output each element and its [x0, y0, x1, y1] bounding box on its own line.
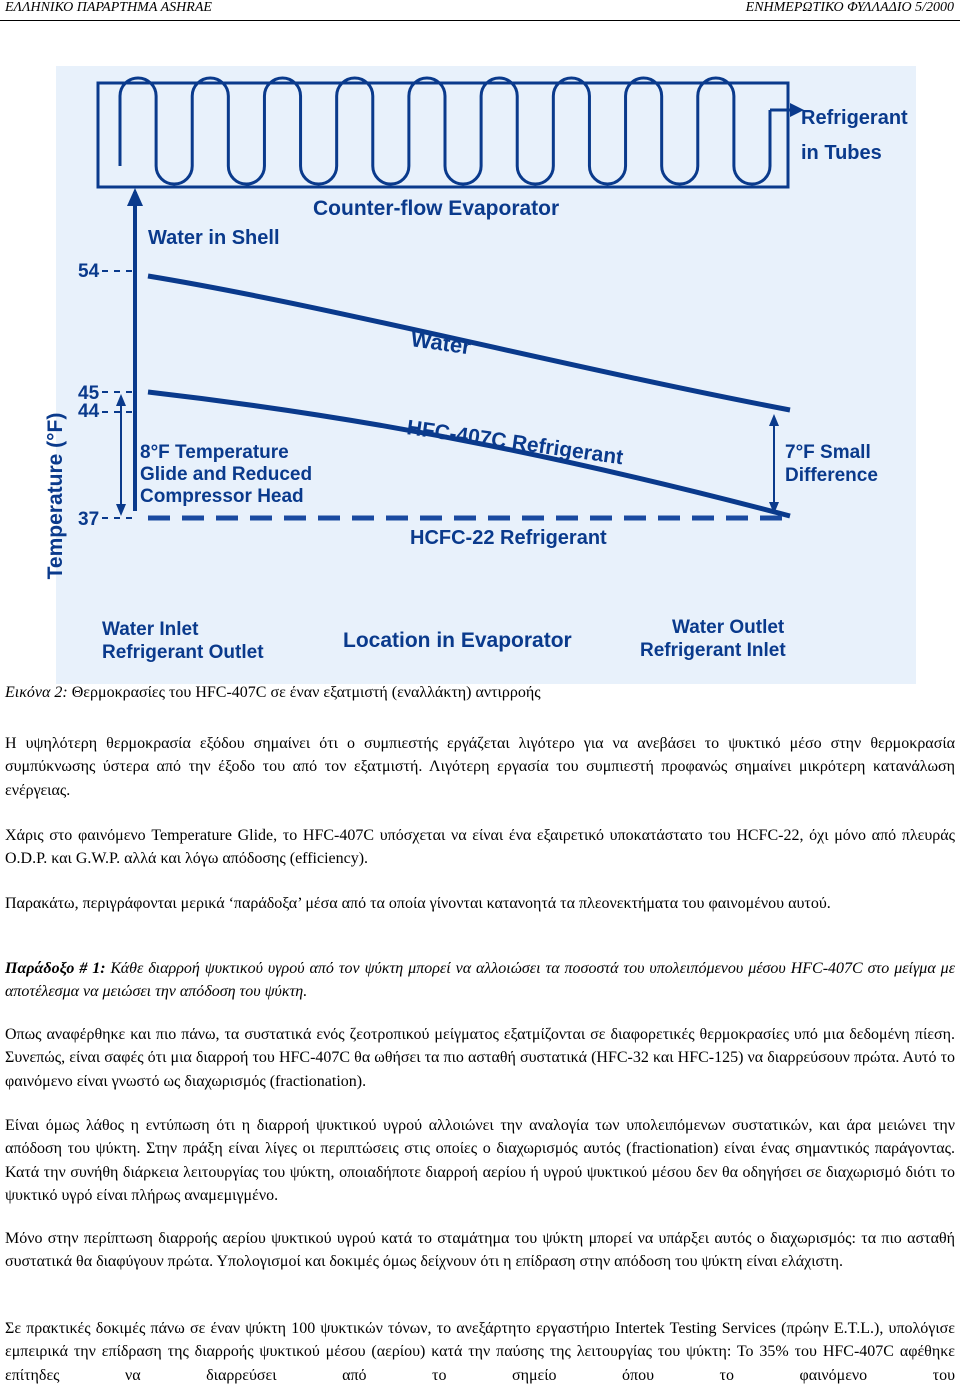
refrigerant-outlet-label: Refrigerant Outlet: [102, 642, 264, 663]
refrigerant-inlet-label: Refrigerant Inlet: [640, 640, 786, 661]
paragraph-5: Οπως αναφέρθηκε και πιο πάνω, τα συστατικά ενός ζεοτροπικού μείγματος εξατμίζονται σε διαφορετικές θερμοκρασίες υπό μια δεδομένη πίεση. Συνεπώς, είναι σαφές ότι μια διαρροή του HFC-407C θα ωθήσει τα πιο ασταθή συστατικά (HFC-32 και HFC-125) να διαρρεύσουν πρώτα. Αυτό το φαινόμενο είναι γνωστό ως διαχωρισμός (fractionation).: [5, 1026, 955, 1090]
paragraph-8: Σε πρακτικές δοκιμές πάνω σε έναν ψύκτη 100 ψυκτικών τόνων, το ανεξάρτητο εργαστήριο Intertek Testing Services (πρώην E.T.L.), υπολόγισε εμπειρικά την επίδραση της διαρροής ψυκτικού μέσου (αερίου) κατά την παύσης της λειτουργίας του ψύκτη: Το 35% του HFC-407C αφέθηκε επίτηδες να διαρρεύσει από το σημείο όπου το φαινόμενο του: [5, 1320, 955, 1384]
y-tick-54: 54: [78, 261, 100, 282]
glide-label-1: 8°F Temperature: [140, 442, 289, 463]
glide-label-2: Glide and Reduced: [140, 464, 313, 485]
caption-label: Εικόνα 2:: [5, 684, 68, 701]
svg-text:8°F Temperature Glide and: [140, 442, 317, 507]
paragraph-2: Χάρις στο φαινόμενο Temperature Glide, το HFC-407C υπόσχεται να είναι ένα εξαιρετικό υποκατάστατο του HCFC-22, όχι μόνο από πλευράς O.D.P. και G.W.P. αλλά και λόγω απόδοσης (efficiency).: [5, 827, 955, 868]
header-rule: [0, 20, 960, 21]
header-right: ΕΝΗΜΕΡΩΤΙΚΟ ΦΥΛΛΑΔΙΟ 5/2000: [745, 0, 954, 15]
caption-text: Θερμοκρασίες του HFC-407C σε έναν εξατμιστή (εναλλάκτη) αντιρροής: [67, 684, 541, 701]
figure-caption: [5, 684, 541, 702]
hcfc-22-label: HCFC-22 Refrigerant: [410, 527, 607, 549]
y-tick-44: 44: [78, 401, 100, 422]
refrigerant-label-1: Refrigerant: [801, 107, 908, 129]
paradox-1-label: Παράδοξο # 1:: [5, 960, 106, 977]
paragraph-1: Η υψηλότερη θερμοκρασία εξόδου σημαίνει ότι ο συμπιεστής εργάζεται λιγότερο για να ανεβάσει το ψυκτικό μέσο στην θερμοκρασία συμπύκνωσης ύστερα από την έξοδο του από τον εξατμιστή. Λιγότερη εργασία του συμπιεστή προφανώς σημαίνει μικρότερη κατανάλωση ενέργειας.: [5, 735, 955, 799]
small-difference-label-2: Difference: [785, 465, 878, 486]
evaporator-figure: [0, 66, 960, 684]
y-tick-37: 37: [78, 509, 100, 530]
header-left: ΕΛΛΗΝΙΚΟ ΠΑΡΑΡΤΗΜΑ ASHRAE: [5, 0, 212, 15]
paragraph-7: Μόνο στην περίπτωση διαρροής αερίου ψυκτικού υγρού κατά το σταμάτημα του ψύκτη μπορεί να υπάρξει αυτός ο διαχωρισμός: τα πιο ασταθή συστατικά θα διαφύγουν πρώτα. Υπολογισμοί και δοκιμές όμως δείχνουν ότι η επίδραση στην απόδοση του ψύκτη είναι ελάχιστη.: [5, 1230, 955, 1271]
page-header: [0, 0, 960, 18]
water-in-shell-label: Water in Shell: [148, 227, 280, 249]
y-tick-45: 45: [78, 383, 100, 404]
evaporator-title: Counter-flow Evaporator: [313, 197, 560, 220]
hfc-407c-label: HFC-407C Refrigerant: [405, 416, 625, 470]
refrigerant-label-2: in Tubes: [801, 142, 882, 164]
paragraph-6: Είναι όμως λάθος η εντύπωση ότι η διαρροή ψυκτικού υγρού αλλοιώνει την αναλογία των υπολειπόμενων συστατικών, και άρα μειώνει την απόδοση του ψύκτη. Στην πράξη είναι λίγες οι περιπτώσεις στις οποίες ο διαχωρισμός αυτός (fractionation) είναι ένας σημαντικός παράγοντας. Κατά την συνήθη διάρκεια λειτουργίας του ψύκτη, οποιαδήποτε διαρροή αερίου ή υγρού ψυκτικού μέσου δεν θα οδηγήσει σε διαχωρισμό διότι το ψυκτικό υγρό είναι πλήρως αναμεμιγμένο.: [5, 1117, 955, 1204]
glide-label-3: Compressor Head: [140, 486, 304, 507]
x-axis-label: Location in Evaporator: [343, 629, 572, 652]
water-label: Water: [409, 326, 473, 360]
paragraph-3: Παρακάτω, περιγράφονται μερικά ‘παράδοξα’ μέσα από τα οποία γίνονται κατανοητά τα πλεονεκτήματα του φαινομένου αυτού.: [5, 895, 831, 912]
paradox-1: [5, 957, 955, 1004]
small-difference-label-1: 7°F Small: [785, 442, 871, 463]
water-inlet-label: Water Inlet: [102, 619, 199, 640]
water-outlet-label: Water Outlet: [672, 617, 785, 638]
paradox-1-text: Κάθε διαρροή ψυκτικού υγρού από τον ψύκτη μπορεί να αλλοιώσει τα ποσοστά του υπολειπόμενου μέσου HFC-407C στο μείγμα με αποτέλεσμα να μειώσει την απόδοση του ψύκτη.: [5, 960, 956, 1001]
y-axis-label: Temperature (°F): [44, 412, 67, 580]
